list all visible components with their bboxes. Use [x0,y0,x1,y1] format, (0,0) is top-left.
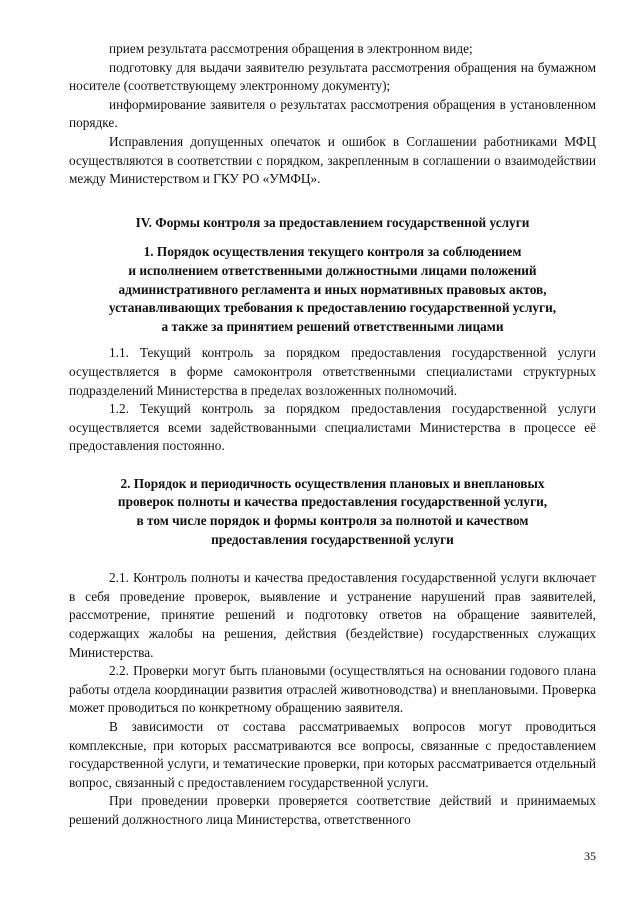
subsection-1-title [69,243,596,336]
paragraph-1-2: 1.2. Текущий контроль за порядком предоставления государственной услуги осуществляется всеми задействованными специалистами Министерства в процессе её предоставления постоянно. [69,401,596,454]
paragraph-1-1: 1.1. Текущий контроль за порядком предоставления государственной услуги осуществляется в форме самоконтроля ответственными специалистами структурных подразделений Министерства в пределах возложенных полномочий. [69,345,596,398]
subsection-2-title-line: 2. Порядок и периодичность осуществления плановых и внеплановых [120,475,545,491]
subsection-1-title-line: а также за принятием решений ответственными лицами [161,318,504,334]
intro-paragraph-1: прием результата рассмотрения обращения в электронном виде; [109,41,473,56]
subsection-2-title-line: проверок полноты и качества предоставления государственной услуги, [117,494,548,510]
subsection-1-title-line: 1. Порядок осуществления текущего контроля за соблюдением [143,244,522,260]
paragraph-2-4: При проведении проверки проверяется соответствие действий и принимаемых решений должностного лица Министерства, ответственного [69,793,596,827]
section-title: IV. Формы контроля за предоставлением государственной услуги [135,214,530,230]
subsection-1-title-line: устанавливающих требования к предоставлению государственной услуги, [108,300,557,316]
page-body [69,40,596,830]
paragraph-2-1: 2.1. Контроль полноты и качества предоставления государственной услуги включает в себя проведение проверок, выявление и устранение нарушений прав заявителей, рассмотрение, принятие решений и подготовку ответов на обращение заявителей, содержащих жалобы на решения, действия (бездействие) государственных служащих Министерства. [69,570,596,660]
paragraph-2-2: 2.2. Проверки могут быть плановыми (осуществляться на основании годового плана работы отдела координации развития отраслей животноводства) и внеплановыми. Проверка может проводиться по конкретному обращению заявителя. [69,663,596,716]
intro-paragraph-4: Исправления допущенных опечаток и ошибок в Соглашении работниками МФЦ осуществляются в соответствии с порядком, закрепленным в соглашении о взаимодействии между Министерством и ГКУ РО «УМФЦ». [69,133,596,187]
subsection-2-title-line: предоставления государственной услуги [211,531,454,547]
subsection-2-title [69,475,596,549]
subsection-1-title-line: и исполнением ответственными должностными лицами положений [128,262,537,278]
intro-paragraph-3: информирование заявителя о результатах рассмотрения обращения в установленном порядке. [69,96,596,131]
intro-paragraph-2: подготовку для выдачи заявителю результата рассмотрения обращения на бумажном носителе (соответствующему электронному документу); [69,59,596,94]
page-number: 35 [584,849,596,863]
subsection-2-title-line: в том числе порядок и формы контроля за полнотой и качеством [136,513,529,529]
paragraph-2-3: В зависимости от состава рассматриваемых вопросов могут проводиться комплексные, при которых рассматриваются все вопросы, связанные с предоставлением государственной услуги, и тематические проверки, при которых рассматривается отдельный вопрос, связанный с предоставлением государственной услуги. [69,719,596,790]
subsection-1-title-line: административного регламента и иных нормативных правовых актов, [118,281,547,297]
